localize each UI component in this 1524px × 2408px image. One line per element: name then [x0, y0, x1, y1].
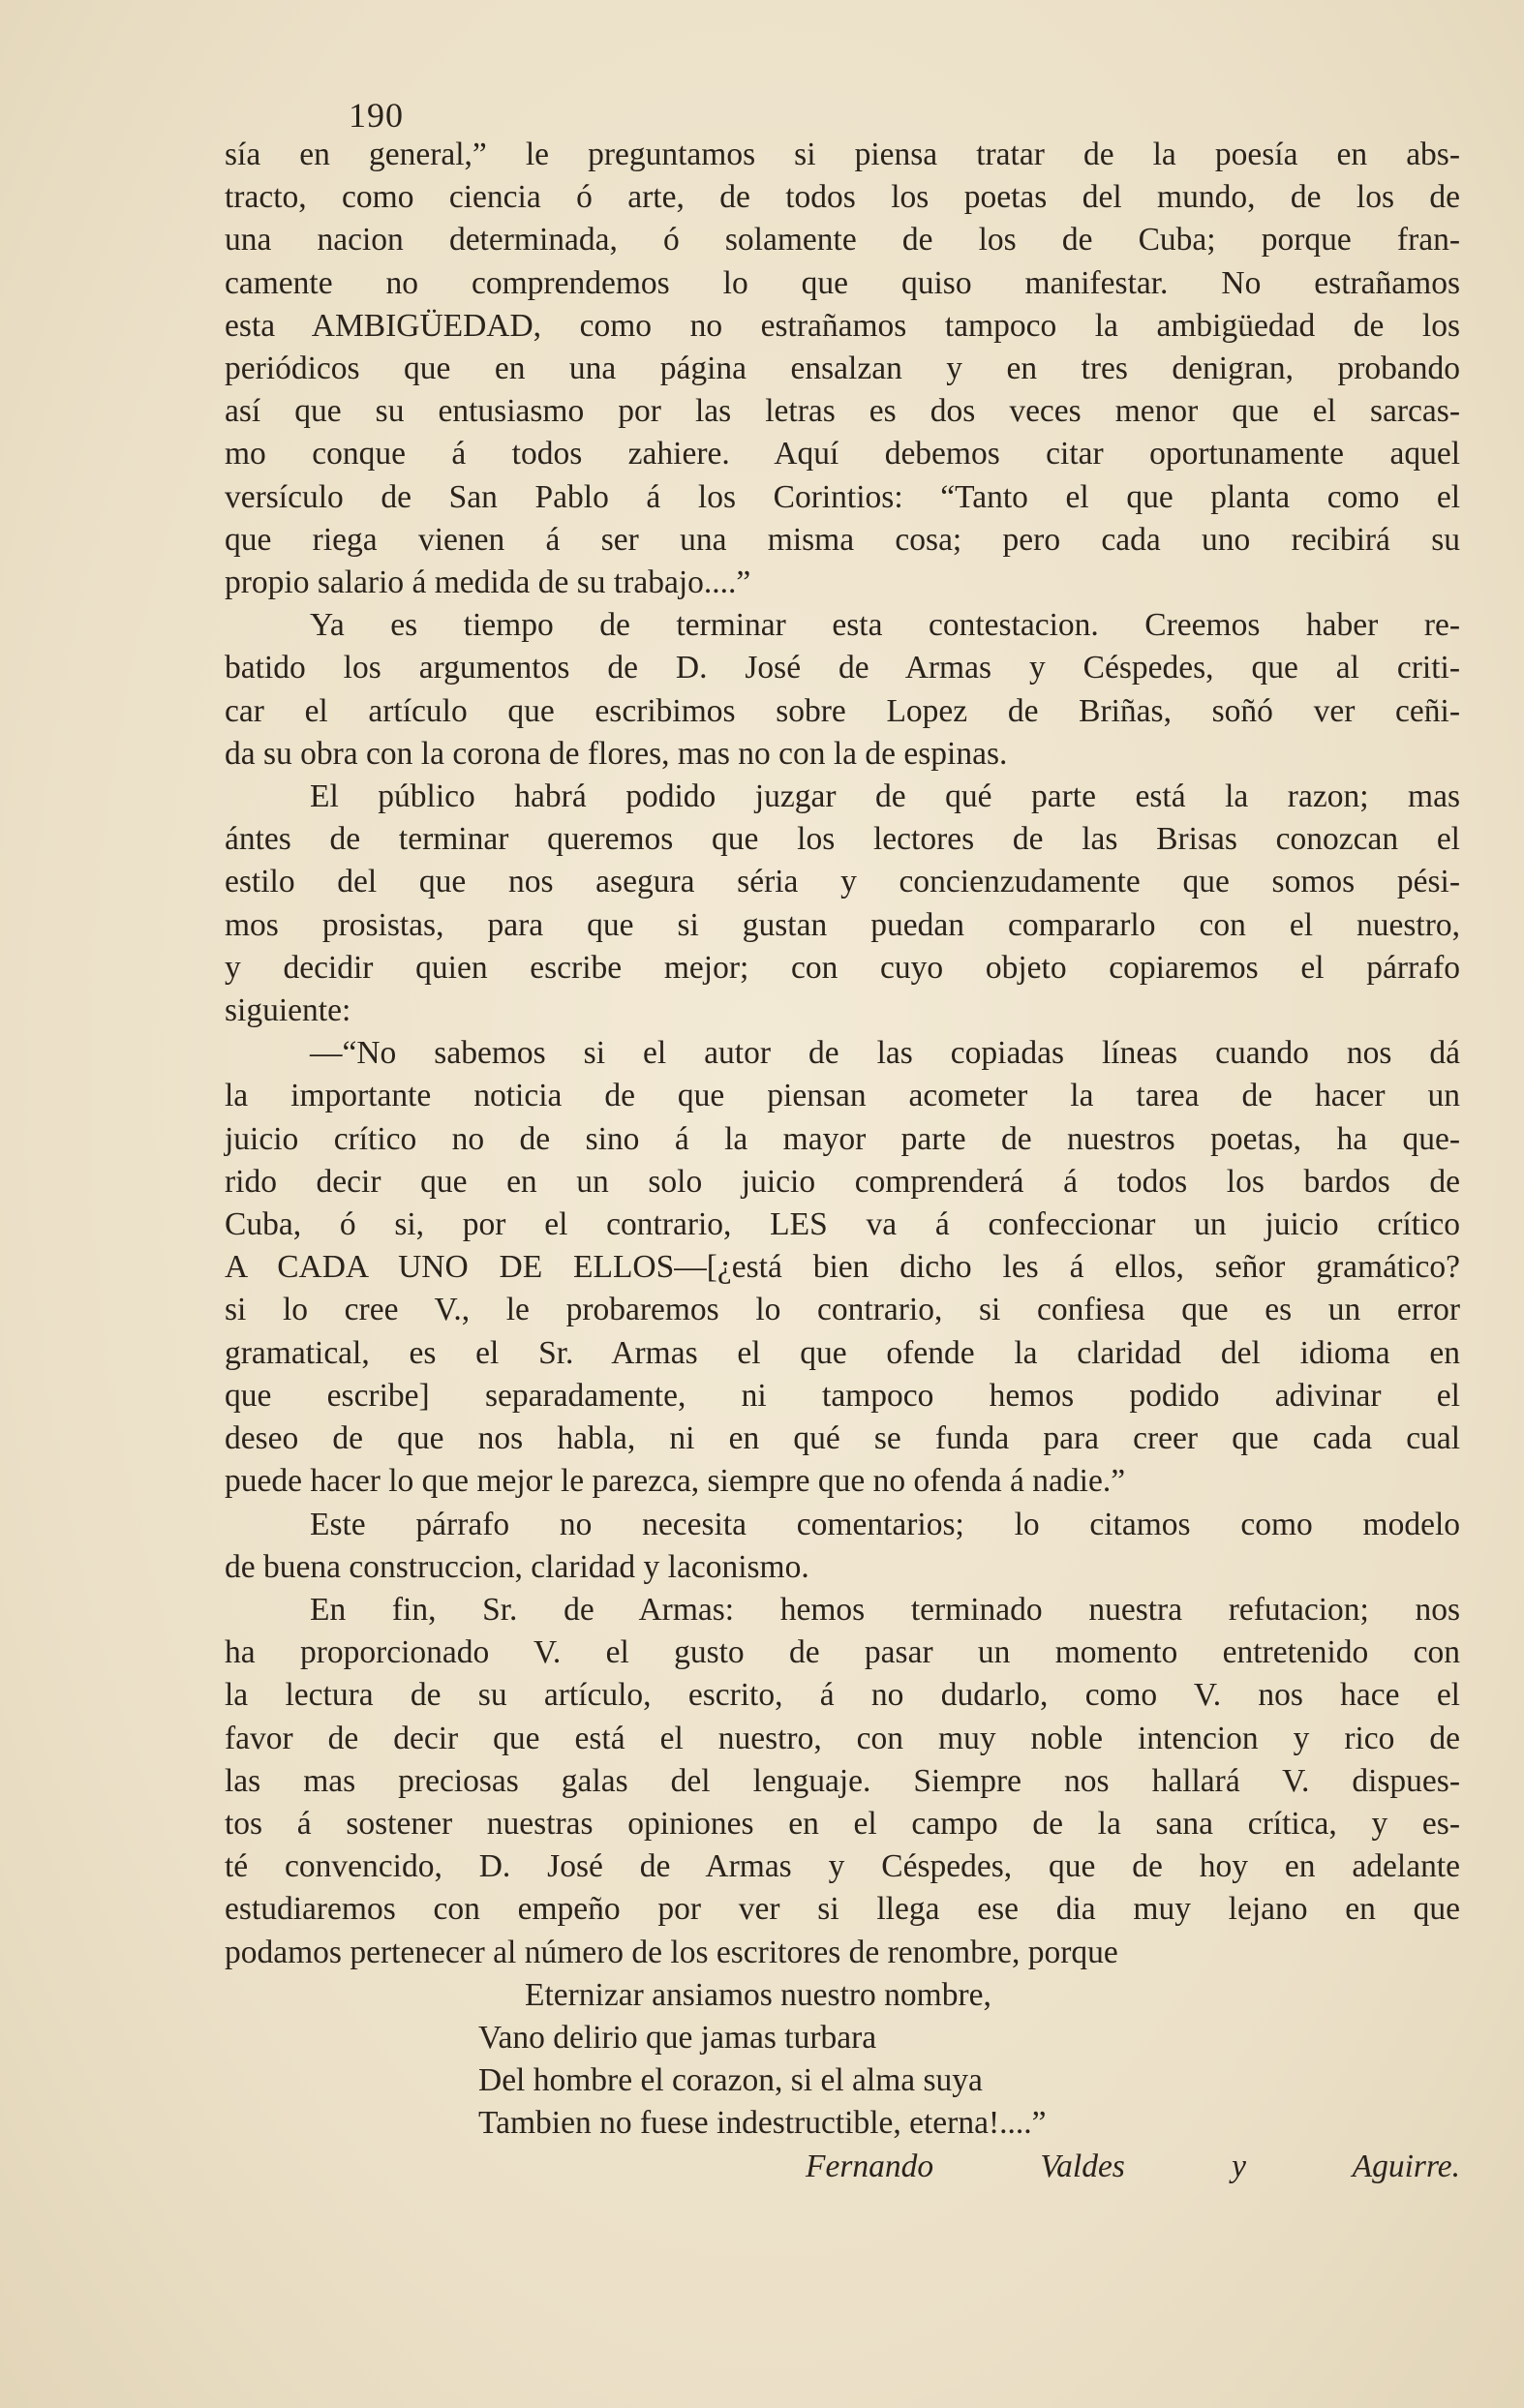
text-line: una nacion determinada, ó solamente de los de Cuba; porque fran-	[225, 222, 1460, 259]
text-line: Cuba, ó si, por el contrario, LES va á confeccionar un juicio crítico	[225, 1206, 1460, 1243]
text-line: El público habrá podido juzgar de qué parte está la razon; mas	[310, 778, 1460, 815]
text-line: Este párrafo no necesita comentarios; lo citamos como modelo	[310, 1506, 1460, 1542]
text-line: tracto, como ciencia ó arte, de todos los poetas del mundo, de los de	[225, 179, 1460, 216]
text-line: y decidir quien escribe mejor; con cuyo objeto copiaremos el párrafo	[225, 949, 1460, 986]
text-line: En fin, Sr. de Armas: hemos terminado nuestra refutacion; nos	[310, 1591, 1460, 1628]
text-line: esta AMBIGÜEDAD, como no estrañamos tampoco la ambigüedad de los	[225, 307, 1460, 344]
paragraph	[225, 134, 1460, 604]
text-line: propio salario á medida de su trabajo....”	[225, 564, 751, 601]
verse-line: Vano delirio que jamas turbara	[478, 2019, 877, 2056]
body-text	[225, 134, 1460, 2188]
text-line: la lectura de su artículo, escrito, á no dudarlo, como V. nos hace el	[225, 1677, 1460, 1714]
text-line: Ya es tiempo de terminar esta contestacion. Creemos haber re-	[310, 607, 1460, 644]
text-line: puede hacer lo que mejor le parezca, siempre que no ofenda á nadie.”	[225, 1463, 1126, 1500]
text-line: —“No sabemos si el autor de las copiadas líneas cuando nos dá	[310, 1035, 1460, 1072]
text-line: de buena construccion, claridad y laconismo.	[225, 1548, 809, 1585]
text-line: estilo del que nos asegura séria y concienzudamente que somos pési-	[225, 864, 1460, 900]
text-line: camente no comprendemos lo que quiso manifestar. No estrañamos	[225, 264, 1460, 301]
paragraph	[225, 776, 1460, 1032]
text-line: mo conque á todos zahiere. Aquí debemos citar oportunamente aquel	[225, 436, 1460, 472]
text-line: da su obra con la corona de flores, mas no con la de espinas.	[225, 735, 1008, 772]
author-signature: Fernando Valdes y Aguirre.	[806, 2148, 1460, 2184]
text-line: versículo de San Pablo á los Corintios: “Tanto el que planta como el	[225, 478, 1460, 515]
text-line: juicio crítico no de sino á la mayor parte de nuestros poetas, ha que-	[225, 1120, 1460, 1157]
text-line: sía en general,” le preguntamos si piensa tratar de la poesía en abs-	[225, 137, 1460, 172]
paragraph	[225, 1589, 1460, 1974]
page-number: 190	[349, 96, 404, 135]
text-line: si lo cree V., le probaremos lo contrario, si confiesa que es un error	[225, 1292, 1460, 1328]
text-line: ántes de terminar queremos que los lectores de las Brisas conozcan el	[225, 821, 1460, 858]
text-line: té convencido, D. José de Armas y Céspedes, que de hoy en adelante	[225, 1848, 1460, 1885]
text-line: así que su entusiasmo por las letras es dos veces menor que el sarcas-	[225, 393, 1460, 430]
text-line: A CADA UNO DE ELLOS—[¿está bien dicho les á ellos, señor gramático?	[225, 1249, 1460, 1286]
text-line: mos prosistas, para que si gustan puedan compararlo con el nuestro,	[225, 906, 1460, 943]
paragraph	[225, 1032, 1460, 1503]
text-line: ha proporcionado V. el gusto de pasar un momento entretenido con	[225, 1634, 1460, 1671]
text-line: que riega vienen á ser una misma cosa; pero cada uno recibirá su	[225, 521, 1460, 558]
text-line: siguiente:	[225, 992, 351, 1029]
text-line: la importante noticia de que piensan acometer la tarea de hacer un	[225, 1078, 1460, 1114]
text-line: favor de decir que está el nuestro, con muy noble intencion y rico de	[225, 1720, 1460, 1756]
paragraph	[225, 604, 1460, 776]
text-line: las mas preciosas galas del lenguaje. Siempre nos hallará V. dispues-	[225, 1762, 1460, 1799]
text-line: podamos pertenecer al número de los escritores de renombre, porque	[225, 1934, 1118, 1970]
text-line: batido los argumentos de D. José de Armas y Céspedes, que al criti-	[225, 650, 1460, 686]
text-line: que escribe] separadamente, ni tampoco hemos podido adivinar el	[225, 1377, 1460, 1414]
text-line: rido decir que en un solo juicio comprenderá á todos los bardos de	[225, 1163, 1460, 1200]
text-line: estudiaremos con empeño por ver si llega ese dia muy lejano en que	[225, 1891, 1460, 1928]
text-line: gramatical, es el Sr. Armas el que ofende la claridad del idioma en	[225, 1334, 1460, 1371]
text-line: deseo de que nos habla, ni en qué se funda para creer que cada cual	[225, 1420, 1460, 1457]
text-line: periódicos que en una página ensalzan y en tres denigran, probando	[225, 351, 1460, 387]
text-line: tos á sostener nuestras opiniones en el campo de la sana crítica, y es-	[225, 1805, 1460, 1842]
verse-line: Del hombre el corazon, si el alma suya	[478, 2062, 983, 2099]
verse-line: Eternizar ansiamos nuestro nombre,	[525, 1976, 991, 2013]
verse-line: Tambien no fuese indestructible, eterna!....”	[478, 2105, 1047, 2142]
paragraph	[225, 1504, 1460, 1589]
text-line: car el artículo que escribimos sobre Lopez de Briñas, soñó ver ceñi-	[225, 692, 1460, 729]
verse-quote	[225, 1974, 1460, 2146]
